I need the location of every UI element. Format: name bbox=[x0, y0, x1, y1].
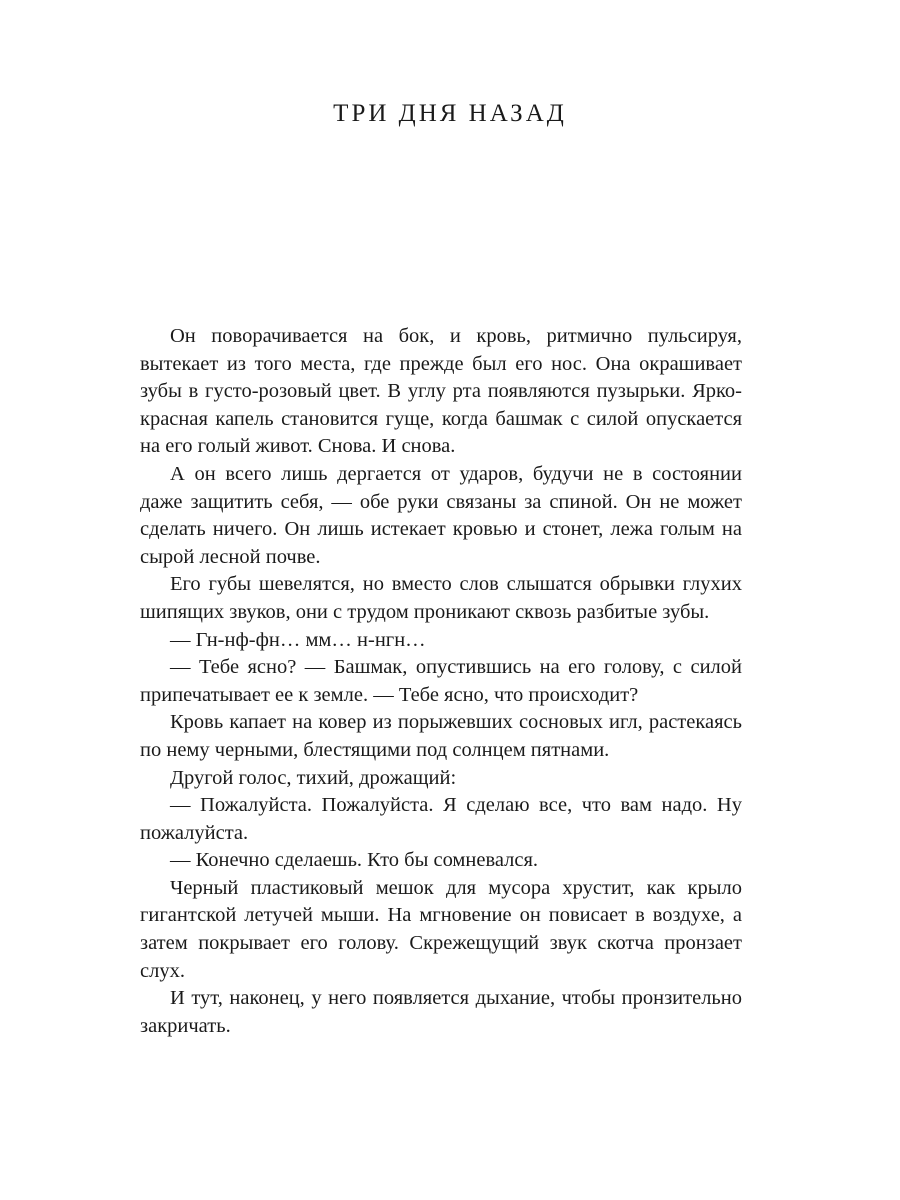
paragraph: Его губы шевелятся, но вместо слов слышатся обрывки глухих шипящих звуков, они с трудом проникают сквозь разбитые зубы. bbox=[140, 573, 742, 623]
paragraph: Другой голос, тихий, дрожащий: bbox=[170, 766, 457, 789]
paragraph: Кровь капает на ковер из порыжевших сосновых игл, растекаясь по нему черными, блестящими под солнцем пятнами. bbox=[140, 711, 742, 761]
paragraph: А он всего лишь дергается от ударов, будучи не в состоянии даже защитить себя, — обе руки связаны за спиной. Он не может сделать ничего. Он лишь истекает кровью и стонет, лежа голым на сырой лесной почве. bbox=[140, 462, 742, 568]
paragraph: Он поворачивается на бок, и кровь, ритмично пульсируя, вытекает из того места, где прежде был его нос. Она окрашивает зубы в густо-розовый цвет. В углу рта появляются пузырьки. Ярко-красная капель становится гуще, когда башмак с силой опускается на его голый живот. Снова. И снова. bbox=[140, 325, 742, 458]
paragraph: И тут, наконец, у него появляется дыхание, чтобы пронзительно закричать. bbox=[140, 987, 742, 1037]
dialogue-line: — Гн-нф-фн… мм… н-нгн… bbox=[170, 628, 426, 651]
dialogue-line: — Конечно сделаешь. Кто бы сомневался. bbox=[170, 849, 539, 872]
dialogue-line: — Пожалуйста. Пожалуйста. Я сделаю все, что вам надо. Ну пожалуйста. bbox=[140, 794, 742, 844]
dialogue-line: — Тебе ясно? — Башмак, опустившись на его голову, с силой припечатывает ее к земле. — Тебе ясно, что происходит? bbox=[140, 656, 742, 706]
chapter-body bbox=[140, 323, 742, 1040]
chapter-title: ТРИ ДНЯ НАЗАД bbox=[333, 100, 567, 127]
paragraph: Черный пластиковый мешок для мусора хрустит, как крыло гигантской летучей мыши. На мгновение он повисает в воздухе, а затем покрывает его голову. Скрежещущий звук скотча пронзает слух. bbox=[140, 876, 742, 982]
